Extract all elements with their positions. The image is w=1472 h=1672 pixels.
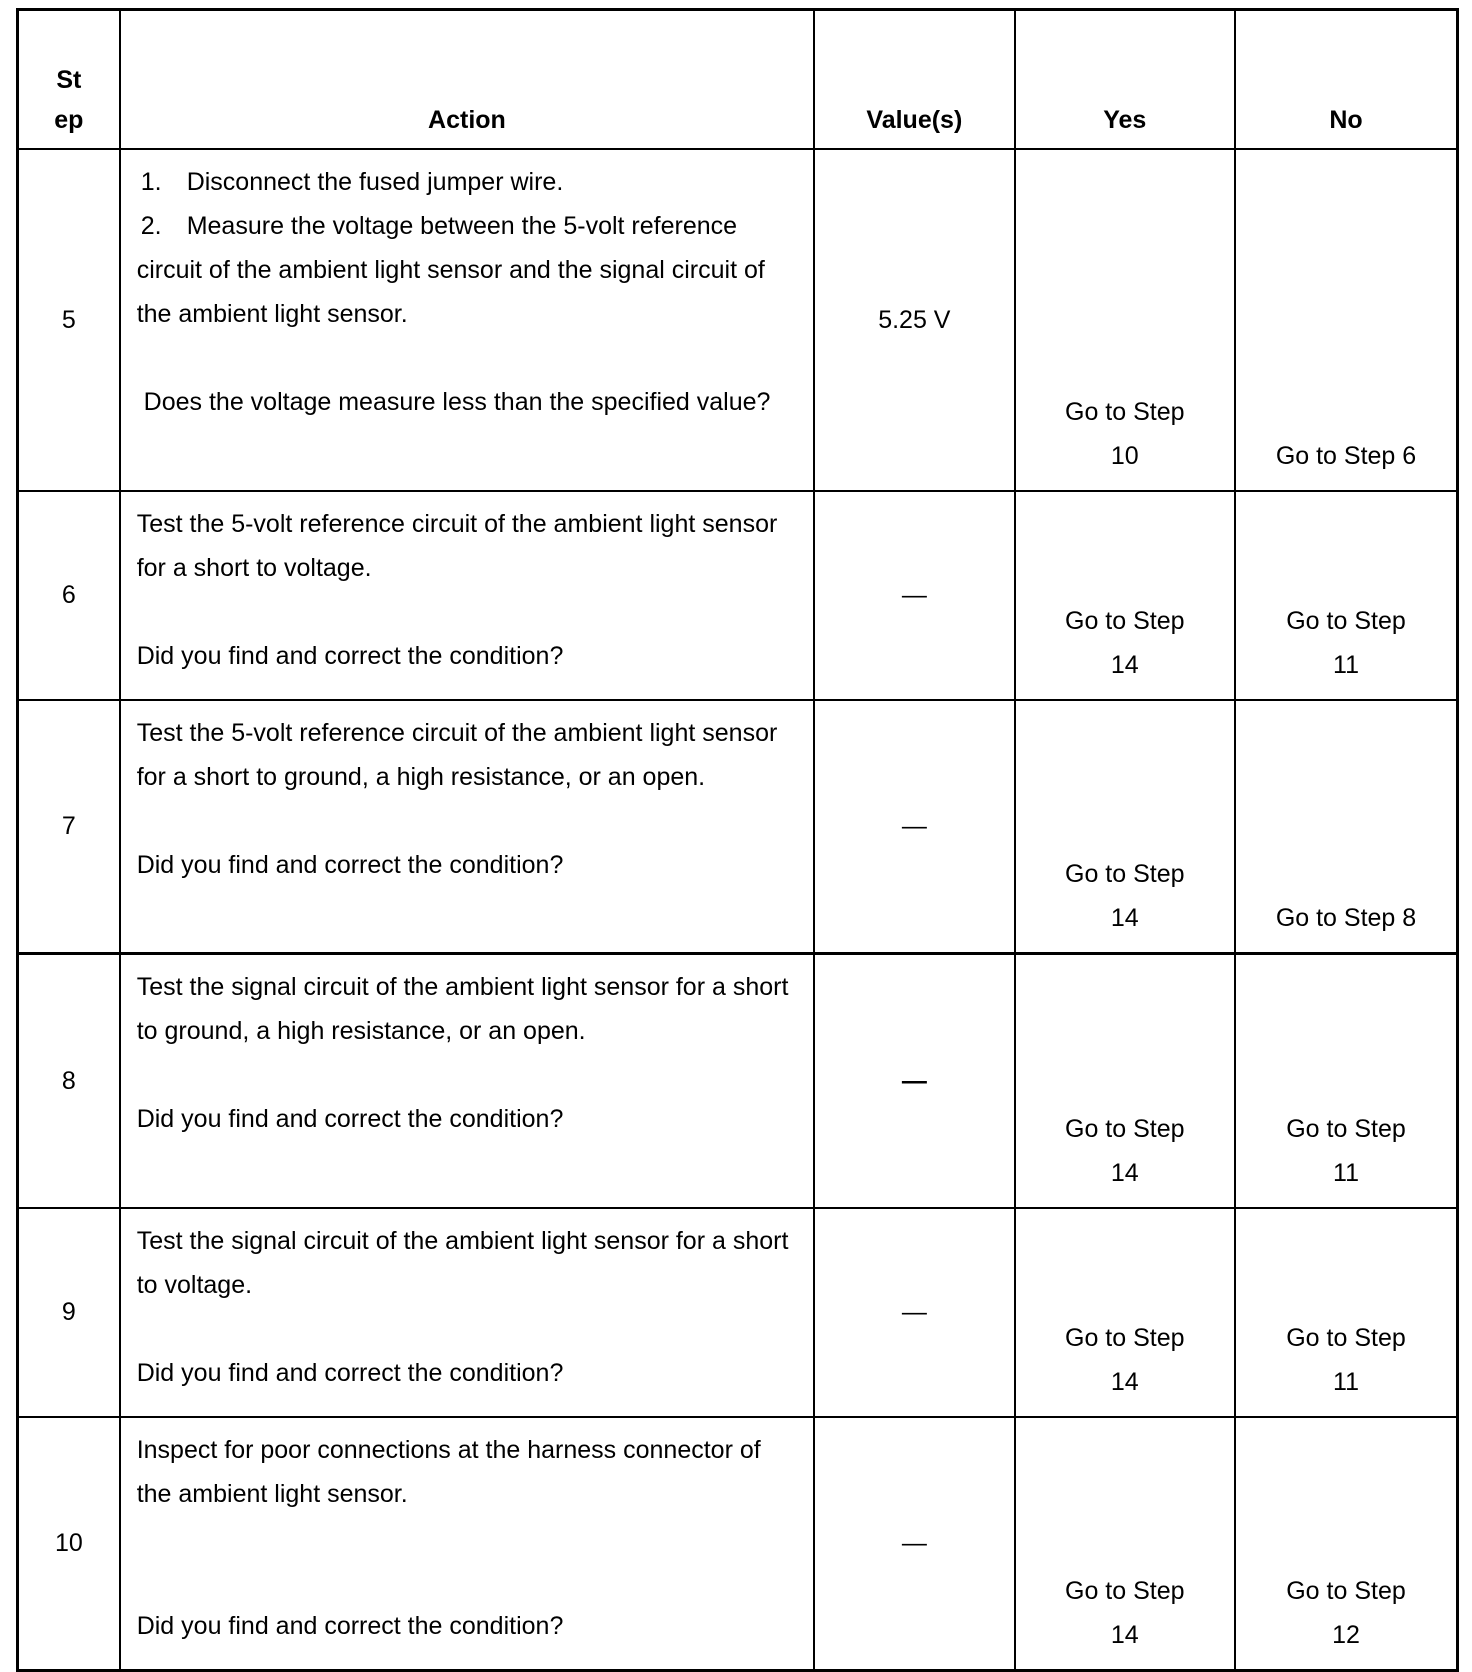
table-row [18,1417,1458,1671]
step-number: 10 [18,1417,120,1671]
step-number: 9 [18,1208,120,1417]
no-line1: Go to Step 8 [1275,904,1417,932]
action-text: Test the 5-volt reference circuit of the ambient light sensor for a short to voltage. [136,509,778,582]
value-cell: — [814,700,1014,954]
no-line2: 11 [1333,1367,1359,1396]
yes-line1: Go to Step [1065,397,1185,426]
value-cell: — [814,491,1014,700]
header-action: Action [120,10,814,149]
table-row [18,954,1458,1208]
action-item [137,160,797,204]
action-cell [120,1417,814,1671]
table-row [18,149,1458,491]
header-step [18,10,120,149]
yes-line2: 14 [1110,904,1139,932]
yes-line2: 14 [1110,1621,1139,1649]
no-line2: 11 [1333,650,1359,679]
action-question: Did you find and correct the condition? [136,641,564,670]
diagnostic-table [16,8,1459,1672]
yes-line1: Go to Step [1065,1323,1185,1352]
value-cell: — [814,1417,1014,1671]
yes-cell [1015,954,1235,1208]
action-question: Did you find and correct the condition? [136,1105,564,1133]
action-text: Test the signal circuit of the ambient light sensor for a short to ground, a high resistance, or an open. [136,973,789,1045]
no-line2: 12 [1332,1621,1360,1649]
no-line1: Go to Step [1286,1323,1406,1352]
table-row [18,700,1458,954]
step-number: 8 [18,954,120,1208]
action-cell [120,1208,814,1417]
no-line2: 11 [1333,1158,1359,1187]
no-line1: Go to Step [1286,606,1406,635]
value-cell: — [814,1208,1014,1417]
yes-cell [1015,700,1235,954]
step-number: 7 [18,700,120,954]
value-cell: — [814,954,1014,1208]
yes-line1: Go to Step [1065,1114,1185,1143]
yes-line2: 14 [1110,1367,1139,1396]
header-values: Value(s) [814,10,1014,149]
item-text: Measure the voltage between the 5-volt reference circuit of the ambient light sensor and the signal circuit of the ambient light sensor. [136,211,765,328]
header-row [18,10,1458,149]
action-cell [120,954,814,1208]
action-item [137,204,797,336]
table-row [18,1208,1458,1417]
header-no: No [1235,10,1458,149]
action-text: Test the 5-volt reference circuit of the ambient light sensor for a short to ground, a high resistance, or an open. [136,718,778,791]
no-line1: Go to Step 6 [1275,441,1417,470]
header-step-line1: St [56,65,82,94]
header-step-line2: ep [54,105,84,134]
no-cell [1235,491,1458,700]
action-text: Inspect for poor connections at the harness connector of the ambient light sensor. [136,1435,761,1508]
action-text: Test the signal circuit of the ambient light sensor for a short to voltage. [136,1226,789,1299]
no-cell [1235,700,1458,954]
action-cell [120,491,814,700]
no-line1: Go to Step [1286,1114,1406,1143]
table-row [18,491,1458,700]
yes-line2: 14 [1110,650,1139,679]
action-question: Does the voltage measure less than the specified value? [136,387,771,416]
item-number: 1. [140,167,162,196]
yes-cell [1015,491,1235,700]
action-question: Did you find and correct the condition? [136,1358,564,1387]
yes-cell [1015,1208,1235,1417]
yes-cell [1015,149,1235,491]
yes-cell [1015,1417,1235,1671]
no-cell [1235,1417,1458,1671]
yes-line2: 14 [1110,1158,1139,1187]
value-cell: 5.25 V [814,149,1014,491]
item-text: Disconnect the fused jumper wire. [186,167,564,196]
header-yes: Yes [1015,10,1235,149]
yes-line1: Go to Step [1065,606,1185,635]
action-cell [120,149,814,491]
yes-line2: 10 [1110,441,1139,470]
no-cell [1235,149,1458,491]
step-number: 5 [18,149,120,491]
action-cell [120,700,814,954]
no-line1: Go to Step [1286,1577,1406,1605]
item-number: 2. [140,211,162,240]
step-number: 6 [18,491,120,700]
no-cell [1235,954,1458,1208]
no-cell [1235,1208,1458,1417]
yes-line1: Go to Step [1065,1577,1185,1605]
action-question: Did you find and correct the condition? [136,850,564,879]
yes-line1: Go to Step [1065,860,1185,888]
action-question: Did you find and correct the condition? [136,1611,564,1640]
